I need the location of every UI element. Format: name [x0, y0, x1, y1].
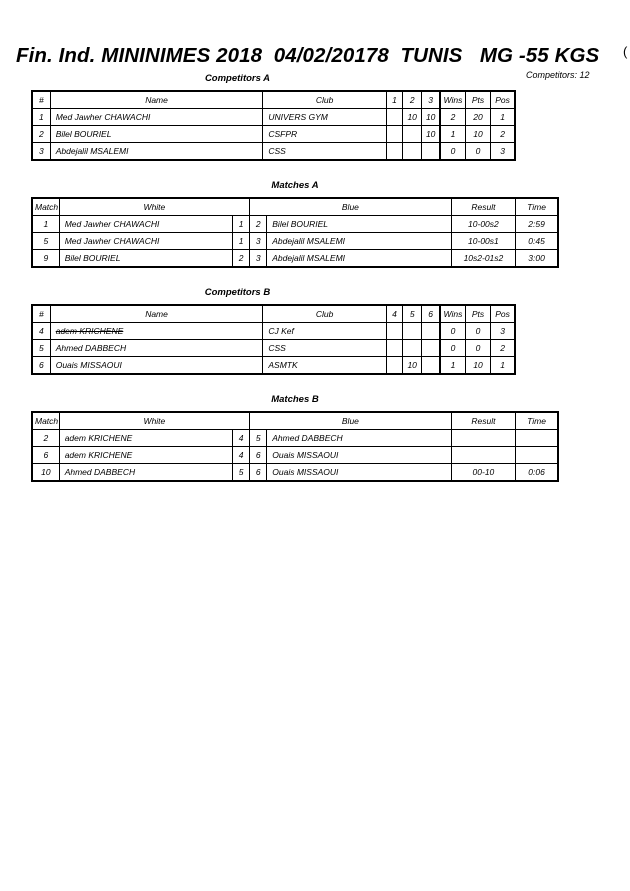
- cell-name: Med Jawher CHAWACHI: [50, 109, 263, 126]
- cell-result: 00-10: [451, 464, 515, 482]
- cell-wins: 1: [440, 126, 465, 143]
- col-club: Club: [263, 305, 387, 323]
- col-time: Time: [516, 412, 558, 430]
- cell-wins: 0: [440, 323, 465, 340]
- table-row: [32, 109, 515, 126]
- table-row: [32, 323, 515, 340]
- cell-pts: 0: [465, 340, 490, 357]
- table-header: [32, 198, 558, 216]
- cell-match: 6: [32, 447, 59, 464]
- table-row: [32, 126, 515, 143]
- cell-pos: 3: [491, 323, 515, 340]
- cell-match: 5: [32, 233, 59, 250]
- cell-blue: Ouais MISSAOUI: [267, 447, 451, 464]
- competitors-a-heading: Competitors A: [204, 73, 271, 84]
- table-row: [32, 357, 515, 375]
- cell-club: CSS: [263, 340, 387, 357]
- col-s3: 3: [422, 91, 440, 109]
- cell-white: Med Jawher CHAWACHI: [59, 233, 232, 250]
- cell-score: [422, 323, 440, 340]
- cell-wins: 0: [440, 340, 465, 357]
- cell-score: [403, 143, 422, 161]
- cell-num: 2: [32, 126, 50, 143]
- cell-white-num: 1: [233, 233, 250, 250]
- col-white: White: [59, 412, 249, 430]
- cell-time: [516, 430, 558, 447]
- col-pos: Pos: [491, 91, 515, 109]
- table-row: [32, 340, 515, 357]
- table-header: [32, 305, 515, 323]
- cell-result: 10-00s2: [451, 216, 515, 233]
- cell-result: 10s2-01s2: [451, 250, 515, 268]
- cell-score: [422, 357, 440, 375]
- cell-name: Ouais MISSAOUI: [50, 357, 263, 375]
- cell-score: [403, 323, 422, 340]
- cell-score: [386, 143, 402, 161]
- col-time: Time: [516, 198, 558, 216]
- cell-result: [451, 430, 515, 447]
- cell-score: [386, 357, 402, 375]
- cell-name: Ahmed DABBECH: [50, 340, 263, 357]
- col-result: Result: [451, 198, 515, 216]
- title-paren: (: [623, 44, 628, 59]
- cell-score: [422, 340, 440, 357]
- cell-match: 10: [32, 464, 59, 482]
- cell-white: Bilel BOURIEL: [59, 250, 232, 268]
- table-row: [32, 250, 558, 268]
- cell-match: 1: [32, 216, 59, 233]
- matches-a-table: [31, 197, 559, 268]
- cell-score: [386, 126, 402, 143]
- cell-time: 0:06: [516, 464, 558, 482]
- col-match: Match: [32, 198, 59, 216]
- cell-name: adem KRICHENE: [50, 323, 263, 340]
- cell-time: 0:45: [516, 233, 558, 250]
- cell-blue-num: 3: [250, 250, 267, 268]
- col-result: Result: [451, 412, 515, 430]
- cell-white: Med Jawher CHAWACHI: [59, 216, 232, 233]
- cell-pts: 0: [465, 143, 490, 161]
- cell-white-num: 5: [233, 464, 250, 482]
- cell-result: [451, 447, 515, 464]
- cell-time: 3:00: [516, 250, 558, 268]
- col-s2: 5: [403, 305, 422, 323]
- cell-club: CSS: [263, 143, 387, 161]
- cell-time: [516, 447, 558, 464]
- col-club: Club: [263, 91, 387, 109]
- col-pos: Pos: [491, 305, 515, 323]
- cell-match: 9: [32, 250, 59, 268]
- competitors-count: Competitors: 12: [526, 70, 590, 80]
- cell-score: [386, 340, 402, 357]
- cell-blue-num: 5: [250, 430, 267, 447]
- cell-pts: 20: [465, 109, 490, 126]
- table-row: [32, 216, 558, 233]
- cell-pts: 0: [465, 323, 490, 340]
- table-header: [32, 91, 515, 109]
- cell-blue: Bilel BOURIEL: [267, 216, 451, 233]
- cell-wins: 1: [440, 357, 465, 375]
- cell-white-num: 4: [233, 447, 250, 464]
- cell-score: 10: [403, 109, 422, 126]
- cell-club: ASMTK: [263, 357, 387, 375]
- page-title: Fin. Ind. MININIMES 2018 04/02/20178 TUNIS MG -55 KGS: [16, 44, 600, 67]
- cell-pts: 10: [465, 126, 490, 143]
- competitors-a-table: [31, 90, 516, 161]
- cell-result: 10-00s1: [451, 233, 515, 250]
- competitors-b-heading: Competitors B: [204, 287, 271, 298]
- cell-time: 2:59: [516, 216, 558, 233]
- cell-score: [403, 126, 422, 143]
- col-match: Match: [32, 412, 59, 430]
- col-wins: Wins: [440, 305, 465, 323]
- cell-pos: 2: [491, 340, 515, 357]
- col-blue: Blue: [250, 198, 452, 216]
- cell-white: adem KRICHENE: [59, 447, 232, 464]
- cell-blue-num: 6: [250, 464, 267, 482]
- cell-club: CJ Kef: [263, 323, 387, 340]
- matches-b-heading: Matches B: [271, 394, 319, 405]
- cell-white: adem KRICHENE: [59, 430, 232, 447]
- cell-num: 5: [32, 340, 50, 357]
- cell-white-num: 1: [233, 216, 250, 233]
- cell-name: Abdejalil MSALEMI: [50, 143, 263, 161]
- cell-num: 3: [32, 143, 50, 161]
- col-s3: 6: [422, 305, 440, 323]
- col-pts: Pts: [465, 91, 490, 109]
- cell-wins: 2: [440, 109, 465, 126]
- cell-pts: 10: [465, 357, 490, 375]
- cell-score: [422, 143, 440, 161]
- cell-blue: Abdejalil MSALEMI: [267, 250, 451, 268]
- cell-score: [386, 109, 402, 126]
- table-row: [32, 447, 558, 464]
- matches-a-heading: Matches A: [271, 180, 319, 191]
- cell-score: [403, 340, 422, 357]
- cell-score: 10: [422, 126, 440, 143]
- cell-club: CSFPR: [263, 126, 387, 143]
- table-row: [32, 464, 558, 482]
- col-num: #: [32, 91, 50, 109]
- cell-name: Bilel BOURIEL: [50, 126, 263, 143]
- cell-num: 6: [32, 357, 50, 375]
- cell-blue: Abdejalil MSALEMI: [267, 233, 451, 250]
- cell-score: 10: [422, 109, 440, 126]
- cell-club: UNIVERS GYM: [263, 109, 387, 126]
- cell-pos: 3: [491, 143, 515, 161]
- cell-blue-num: 2: [250, 216, 267, 233]
- col-white: White: [59, 198, 249, 216]
- table-row: [32, 233, 558, 250]
- matches-b-table: [31, 411, 559, 482]
- cell-white: Ahmed DABBECH: [59, 464, 232, 482]
- col-blue: Blue: [250, 412, 452, 430]
- cell-blue: Ahmed DABBECH: [267, 430, 451, 447]
- table-header: [32, 412, 558, 430]
- cell-wins: 0: [440, 143, 465, 161]
- cell-pos: 2: [491, 126, 515, 143]
- col-num: #: [32, 305, 50, 323]
- col-pts: Pts: [465, 305, 490, 323]
- cell-blue-num: 3: [250, 233, 267, 250]
- cell-score: 10: [403, 357, 422, 375]
- cell-blue-num: 6: [250, 447, 267, 464]
- cell-blue: Ouais MISSAOUI: [267, 464, 451, 482]
- competitors-b-table: [31, 304, 516, 375]
- table-row: [32, 143, 515, 161]
- col-name: Name: [50, 91, 263, 109]
- cell-score: [386, 323, 402, 340]
- col-name: Name: [50, 305, 263, 323]
- cell-match: 2: [32, 430, 59, 447]
- col-s1: 4: [386, 305, 402, 323]
- col-s1: 1: [386, 91, 402, 109]
- cell-num: 4: [32, 323, 50, 340]
- cell-white-num: 2: [233, 250, 250, 268]
- table-row: [32, 430, 558, 447]
- cell-white-num: 4: [233, 430, 250, 447]
- cell-pos: 1: [491, 357, 515, 375]
- cell-pos: 1: [491, 109, 515, 126]
- col-wins: Wins: [440, 91, 465, 109]
- cell-num: 1: [32, 109, 50, 126]
- col-s2: 2: [403, 91, 422, 109]
